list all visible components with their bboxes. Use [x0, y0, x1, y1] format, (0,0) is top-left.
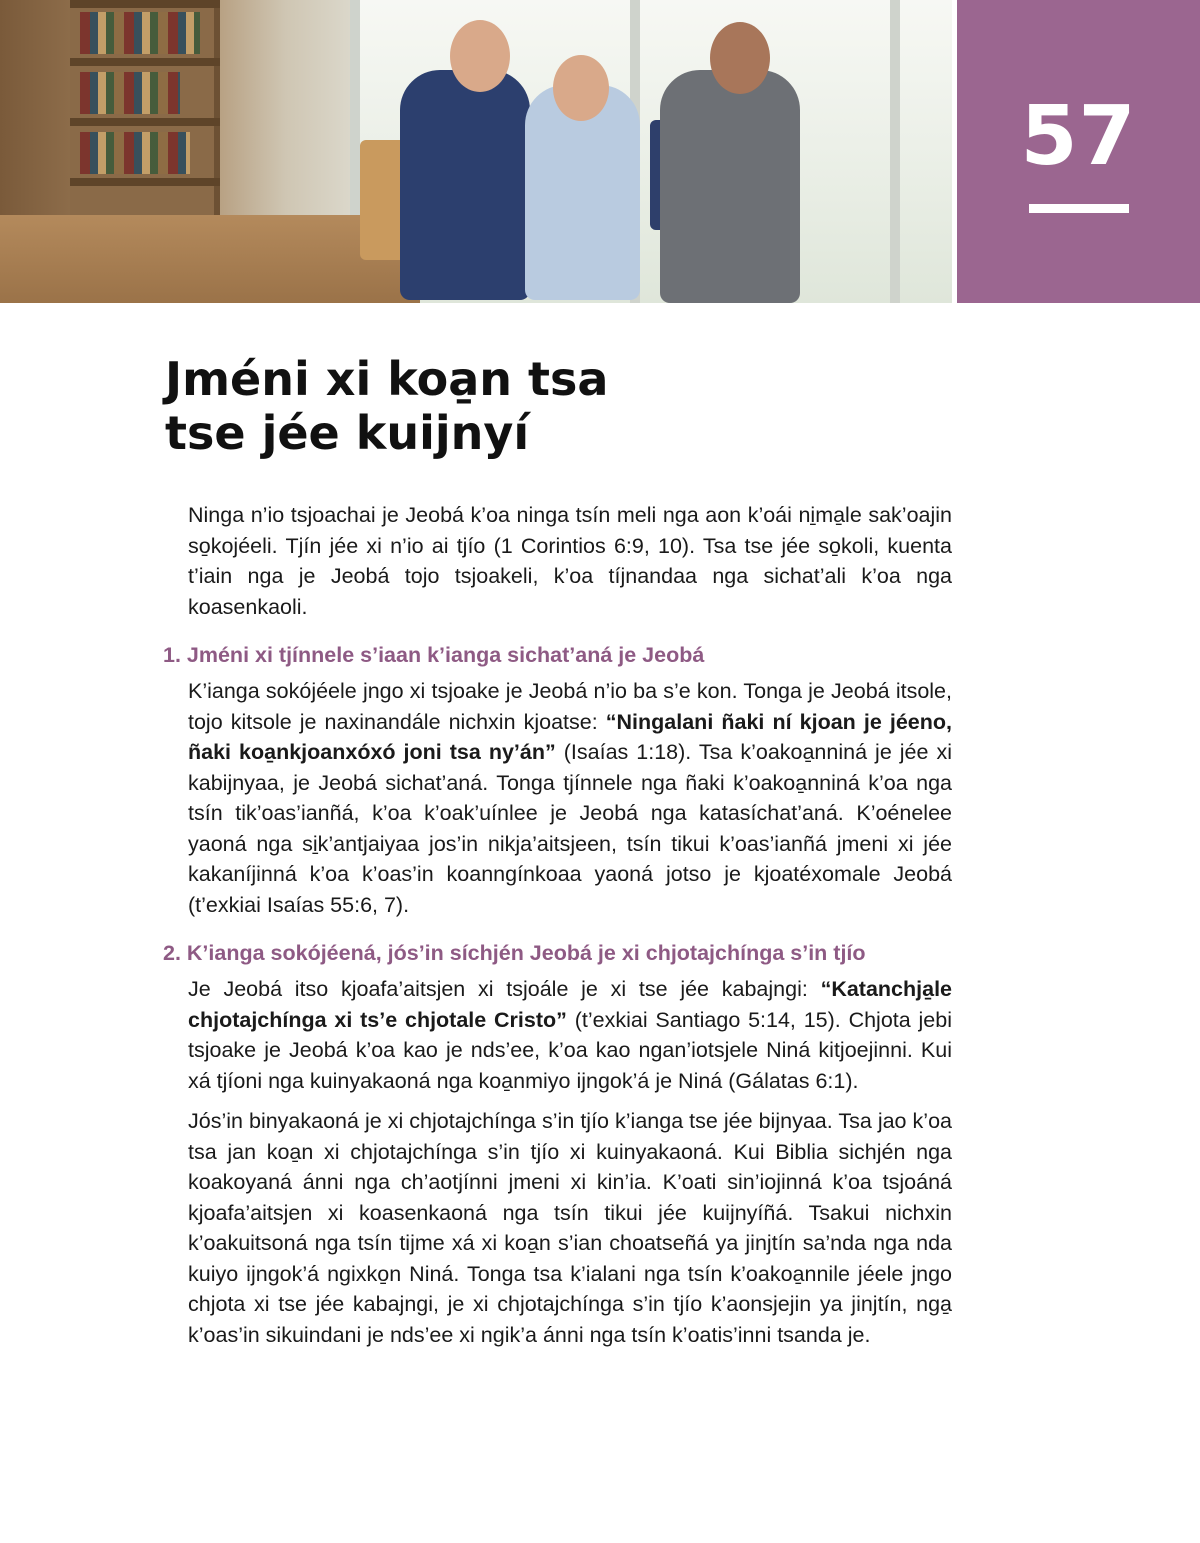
section-2-paragraph-1: [188, 974, 952, 1096]
bookshelf-illustration: [70, 0, 220, 230]
intro-paragraph: Ninga n’io tsjoachai je Jeobá k’oa ninga tsín meli nga aon k’oái ni̱ma̱le sak’oajin so̱kojéeli. Tjín jée xi n’io ai tjío (1 Corintios 6:9, 10). Tsa tse jée so̱koli, kuenta t’iain nga je Jeobá tojo tsjoakeli, k’oa tíjnandaa nga sichat’ali k’oa nga koasenkaoli.: [188, 503, 952, 619]
section-1-text-b: (Isaías 1:18). Tsa k’oakoa̱nniná je jée xi kabijnyaa, je Jeobá sichat’aná. Tonga tjínnele nga ñaki k’oakoa̱nniná k’oa nga tsín tik’oas’ianñá, k’oa k’oak’uínlee je Jeobá nga katasíchat’aná. K’oénelee yaoná nga si̱k’antjaiyaa jos’in nikja’aitsjeen, tsín tikui k’oas’ianñá jmeni xi jée kakaníjinná k’oa k’oas’in koanngínkoaa yaoná jotso je kjoatéxomale Jeobá (t’exkiai Isaías 55:6, 7).: [188, 740, 953, 917]
section-1-paragraph: [188, 676, 952, 920]
chapter-number: 57: [1020, 89, 1137, 184]
table-illustration: [0, 215, 420, 303]
person-left: [400, 70, 530, 300]
person-right: [660, 70, 800, 303]
title-line-2: tse jée kuijnyí: [165, 406, 530, 460]
person-right-head: [710, 22, 770, 94]
section-heading-2: 2. K’ianga sokójéená, jós’in síchjén Jeobá je xi chjotajchínga s’in tjío: [163, 941, 866, 965]
section-heading-1: 1. Jméni xi tjínnele s’iaan k’ianga sichat’aná je Jeobá: [163, 643, 705, 667]
person-center-head: [553, 55, 609, 121]
chapter-underline: [1029, 204, 1129, 213]
chapter-tab: [957, 0, 1200, 303]
section-2-paragraph-2: Jós’in binyakaoná je xi chjotajchínga s’in tjío k’ianga tse jée bijnyaa. Tsa jao k’oa tsa jan koa̱n xi chjotajchínga s’in tjío xi kuinyakaoná. Kui Biblia sichjén nga koakoyaná ánni nga ch’aotjínni jmeni xi kin’ia. K’oati sin’iojinná k’oa tsjoáná kjoafa’aitsjen xi koasenkaoná nga tsín tikui jée kuijnyíñá. Tsakui nichxin k’oakuitsoná nga tsín tijme xá xi koa̱n s’ian choatseñá ya jinjtín sa’nda nga nda kuiyo ijngok’á ngixko̱n Niná. Tonga tsa k’ialani nga tsín k’oakoa̱nnile jéele jngo chjota xi tse jée kabajngi, je xi chjotajchínga s’in tjío k’aonsjejin ya jinjtín, nga̱ k’oas’in sikuindani je nds’ee xi ngik’a ánni nga tsín k’oatis’inni tsanda je.: [188, 1109, 952, 1347]
header-photo: [0, 0, 952, 303]
section-1-text-a: K’ianga sokójéele jngo xi tsjoake je Jeobá n’io ba s’e kon. Tonga je Jeobá itsole, tojo kitsole je naxinandále nichxin kjoatse:: [188, 679, 952, 734]
section-2-text-b: (t’exkiai Santiago 5:14, 15). Chjota jebi tsjoake je Jeobá k’oa kao je nds’ee, k’oa kao ngan’iotsjele Niná kitjoejinni. Kui xá tjíoni nga kuinyakaoná nga koa̱nmiyo ijngok’á je Niná (Gálatas 6:1).: [188, 1007, 952, 1093]
section-1-quote: “Ningalani ñaki ní kjoan je jéeno, ñaki koa̱nkjoanxóxó joni tsa ny’án”: [188, 709, 953, 764]
article-body: [163, 500, 953, 1360]
page-title: [165, 352, 885, 460]
title-line-1: Jméni xi koa̱n tsa: [165, 352, 609, 406]
person-left-head: [450, 20, 510, 92]
section-2-text-a: Je Jeobá itso kjoafa’aitsjen xi tsjoále je xi tse jée kabajngi:: [188, 977, 821, 1001]
section-2-quote: “Katanchja̱le chjotajchínga xi ts’e chjotale Cristo”: [188, 977, 952, 1032]
